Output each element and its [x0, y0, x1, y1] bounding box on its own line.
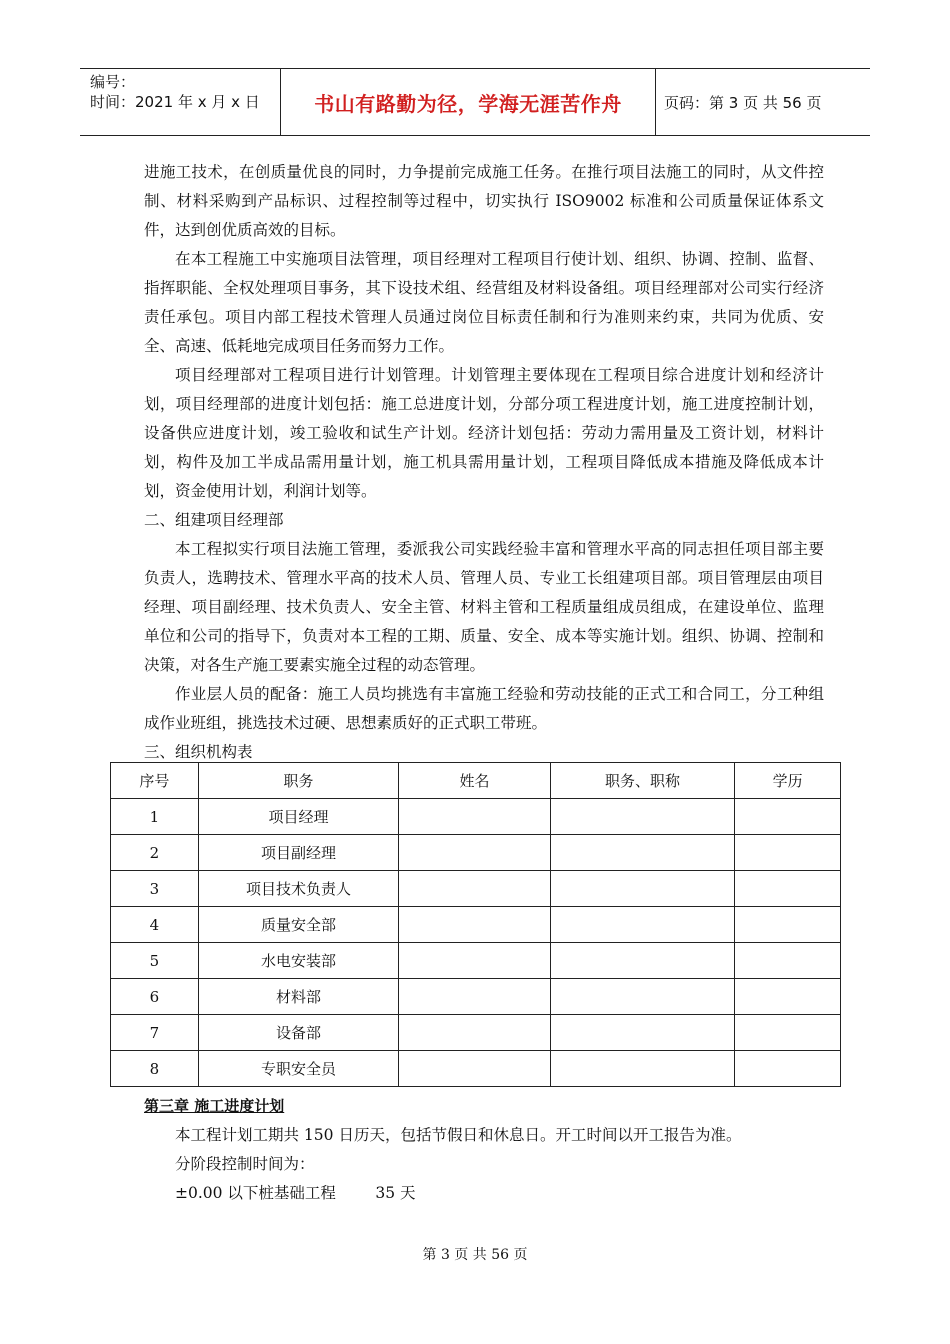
cell-title	[550, 907, 735, 943]
body-content	[144, 158, 824, 767]
table-row	[111, 835, 841, 871]
table-row	[111, 871, 841, 907]
cell-index: 2	[111, 835, 199, 871]
cell-index: 8	[111, 1051, 199, 1087]
cell-position: 专职安全员	[198, 1051, 398, 1087]
cell-name	[399, 799, 551, 835]
table-row	[111, 799, 841, 835]
cell-index: 1	[111, 799, 199, 835]
chapter-3-title: 第三章 施工进度计划	[144, 1097, 285, 1115]
cell-name	[399, 943, 551, 979]
col-header-index: 序号	[111, 763, 199, 799]
cell-name	[399, 979, 551, 1015]
cell-index: 7	[111, 1015, 199, 1051]
table-header-row	[111, 763, 841, 799]
col-header-position: 职务	[198, 763, 398, 799]
doc-number-label: 编号：	[90, 73, 136, 91]
table-row	[111, 943, 841, 979]
cell-education	[735, 1051, 841, 1087]
footer-page-number: 第 3 页 共 56 页	[422, 1247, 528, 1263]
cell-title	[550, 979, 735, 1015]
page-footer	[0, 1244, 950, 1264]
col-header-name: 姓名	[399, 763, 551, 799]
cell-position: 质量安全部	[198, 907, 398, 943]
cell-education	[735, 907, 841, 943]
cell-index: 6	[111, 979, 199, 1015]
page-header	[80, 68, 870, 136]
paragraph-2: 在本工程施工中实施项目法管理，项目经理对工程项目行使计划、组织、协调、控制、监督、指挥职能、全权处理项目事务，其下设技术组、经营组及材料设备组。项目经理部对公司实行经济责任承包。项目内部工程技术管理人员通过岗位目标责任制和行为准则来约束，共同为优质、安全、高速、低耗地完成项目任务而努力工作。	[144, 250, 824, 355]
cell-name	[399, 907, 551, 943]
header-page-info	[664, 69, 870, 135]
cell-education	[735, 871, 841, 907]
cell-education	[735, 1015, 841, 1051]
section-3-heading: 三、组织机构表	[144, 743, 253, 761]
cell-title	[550, 1051, 735, 1087]
cell-title	[550, 943, 735, 979]
cell-name	[399, 871, 551, 907]
chapter-3-line-1: 本工程计划工期共 150 日历天，包括节假日和休息日。开工时间以开工报告为准。	[175, 1126, 742, 1144]
header-meta	[80, 69, 280, 135]
cell-position: 设备部	[198, 1015, 398, 1051]
section-2-paragraph-2: 作业层人员的配备：施工人员均挑选有丰富施工经验和劳动技能的正式工和合同工，分工种组成作业班组，挑选技术过硬、思想素质好的正式职工带班。	[144, 685, 824, 732]
paragraph-1: 进施工技术，在创质量优良的同时，力争提前完成施工任务。在推行项目法施工的同时，从文件控制、材料采购到产品标识、过程控制等过程中，切实执行 ISO9002 标准和公司质量保证体系文件，达到创优质高效的目标。	[144, 163, 824, 239]
chapter-3-line-3: ±0.00 以下桩基础工程 35 天	[175, 1184, 416, 1202]
cell-education	[735, 799, 841, 835]
section-2-heading: 二、组建项目经理部	[144, 511, 284, 529]
col-header-title: 职务、职称	[550, 763, 735, 799]
cell-education	[735, 943, 841, 979]
cell-index: 5	[111, 943, 199, 979]
table-row	[111, 907, 841, 943]
cell-title	[550, 1015, 735, 1051]
header-motto: 书山有路勤为径，学海无涯苦作舟	[280, 69, 656, 135]
cell-title	[550, 799, 735, 835]
cell-education	[735, 979, 841, 1015]
table-row	[111, 1015, 841, 1051]
paragraph-3: 项目经理部对工程项目进行计划管理。计划管理主要体现在工程项目综合进度计划和经济计划，项目经理部的进度计划包括：施工总进度计划，分部分项工程进度计划，施工进度控制计划，设备供应进度计划，竣工验收和试生产计划。经济计划包括：劳动力需用量及工资计划，材料计划，构件及加工半成品需用量计划，施工机具需用量计划，工程项目降低成本措施及降低成本计划，资金使用计划，利润计划等。	[144, 366, 824, 500]
cell-position: 项目经理	[198, 799, 398, 835]
chapter-3-block	[144, 1092, 824, 1208]
section-2-paragraph-1: 本工程拟实行项目法施工管理，委派我公司实践经验丰富和管理水平高的同志担任项目部主要负责人，选聘技术、管理水平高的技术人员、管理人员、专业工长组建项目部。项目管理层由项目经理、项目副经理、技术负责人、安全主管、材料主管和工程质量组成员组成，在建设单位、监理单位和公司的指导下，负责对本工程的工期、质量、安全、成本等实施计划。组织、协调、控制和决策，对各生产施工要素实施全过程的动态管理。	[144, 540, 824, 674]
col-header-education: 学历	[735, 763, 841, 799]
cell-position: 项目副经理	[198, 835, 398, 871]
cell-education	[735, 835, 841, 871]
cell-name	[399, 835, 551, 871]
cell-index: 4	[111, 907, 199, 943]
cell-position: 项目技术负责人	[198, 871, 398, 907]
table-row	[111, 1051, 841, 1087]
cell-name	[399, 1015, 551, 1051]
cell-position: 材料部	[198, 979, 398, 1015]
chapter-3-line-2: 分阶段控制时间为：	[175, 1155, 315, 1173]
cell-position: 水电安装部	[198, 943, 398, 979]
table-row	[111, 979, 841, 1015]
org-structure-table	[110, 762, 841, 1087]
cell-name	[399, 1051, 551, 1087]
cell-index: 3	[111, 871, 199, 907]
cell-title	[550, 835, 735, 871]
doc-time-label: 时间：2021 年 x 月 x 日	[90, 93, 260, 111]
cell-title	[550, 871, 735, 907]
header-page-text: 页码：第 3 页 共 56 页	[664, 93, 822, 112]
